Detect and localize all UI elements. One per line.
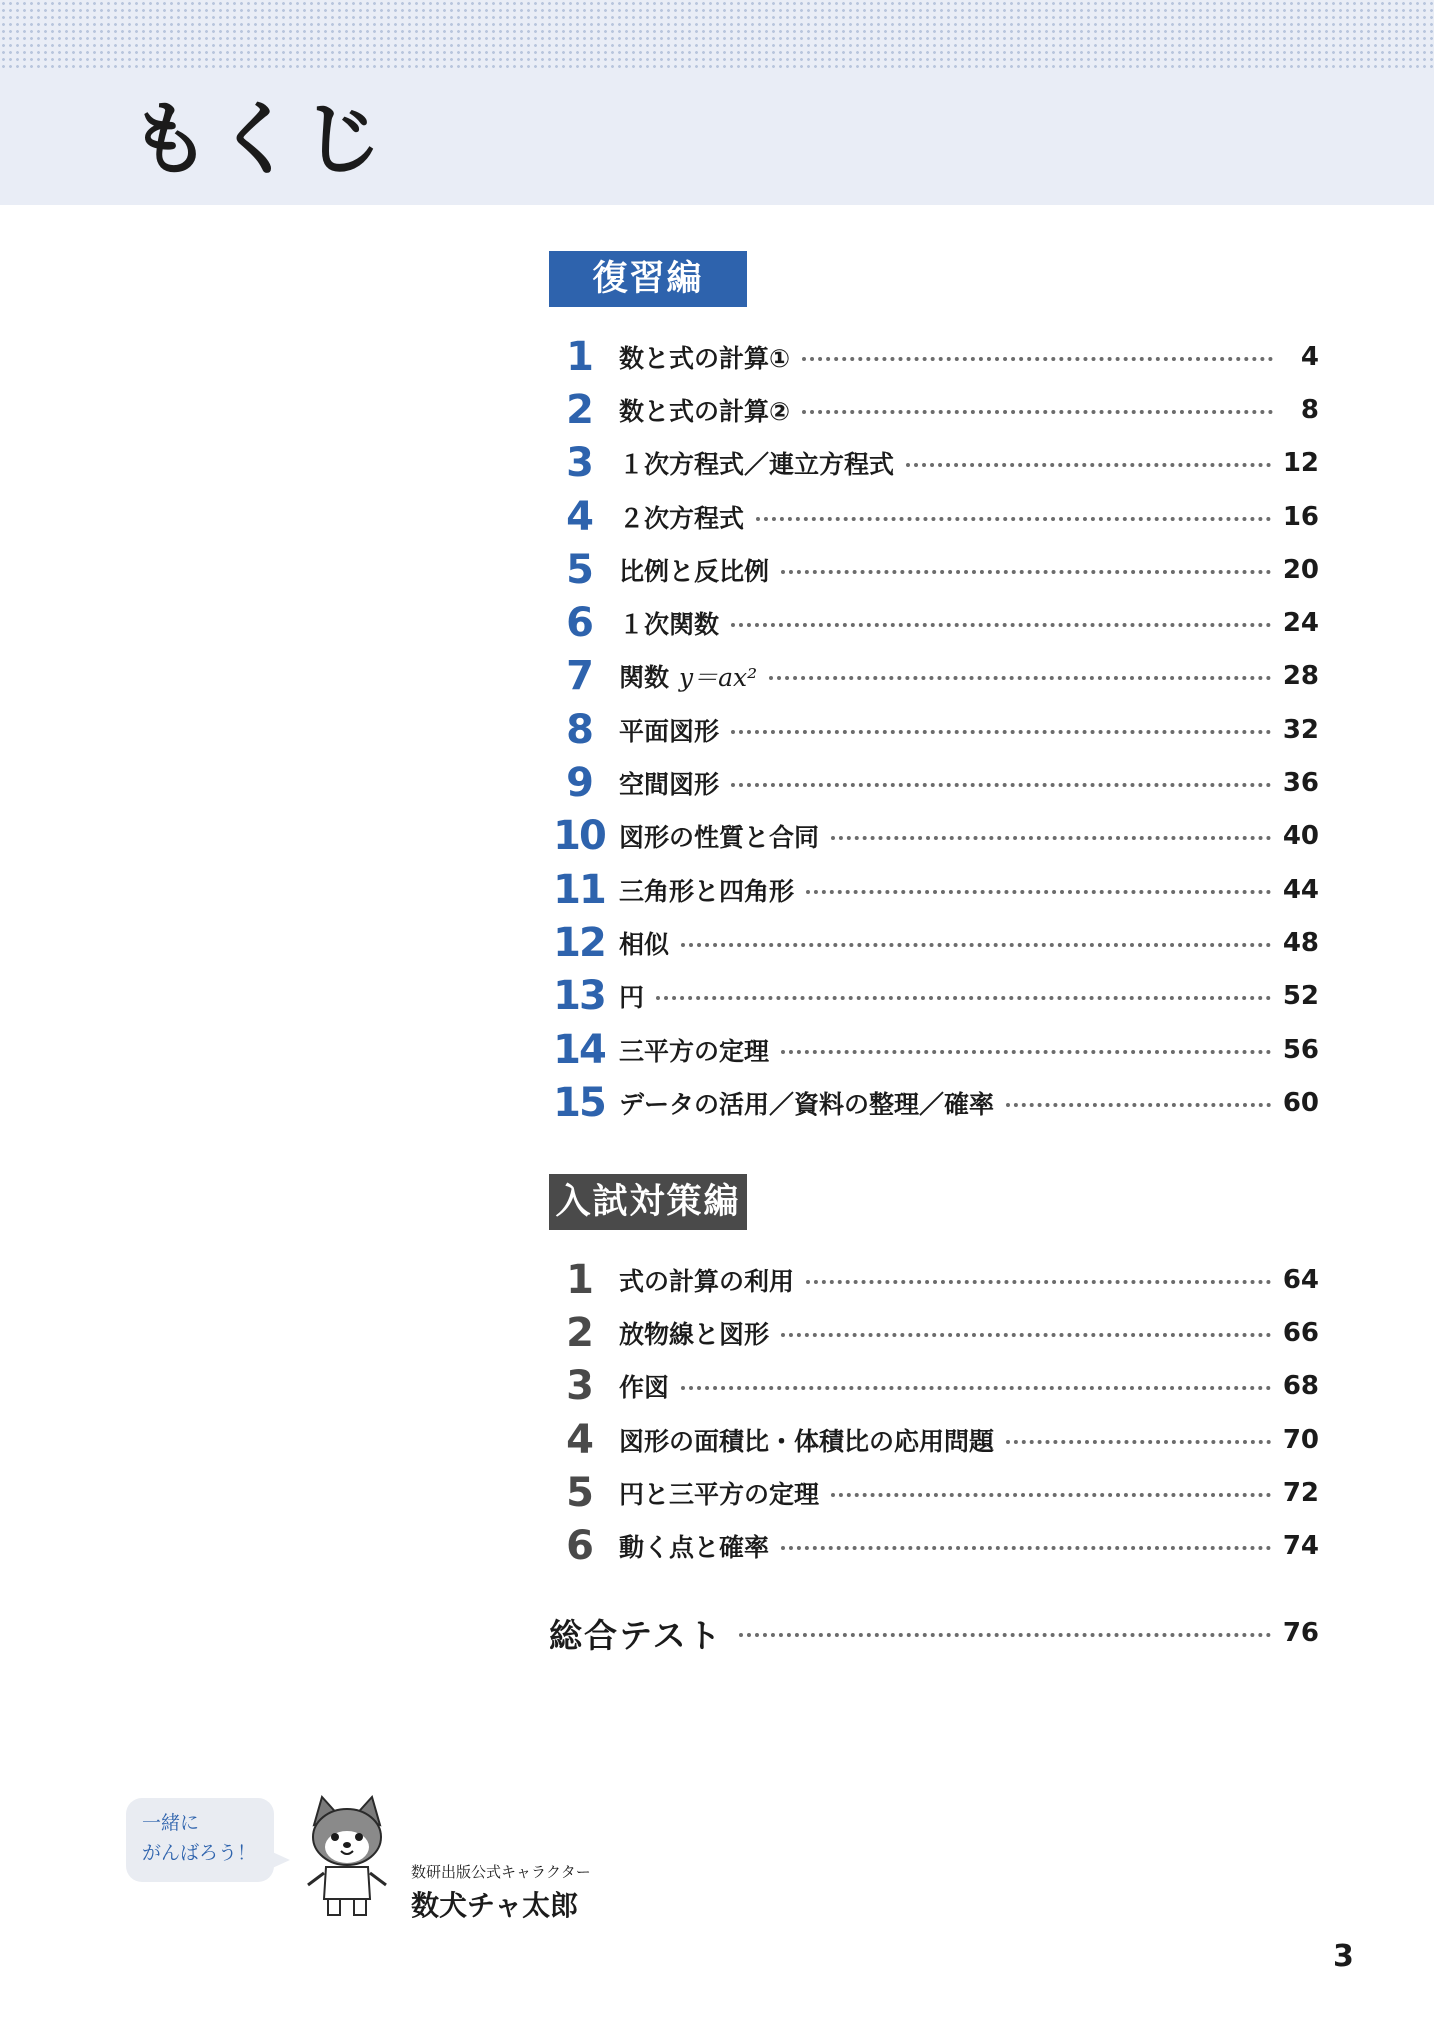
toc-item[interactable] <box>549 1360 1319 1413</box>
toc-item-number: 12 <box>553 919 605 966</box>
toc-item-title-text: 式の計算の利用 <box>619 1266 795 1296</box>
toc-item-title <box>619 605 719 641</box>
dot-leader <box>831 1493 1271 1497</box>
dot-leader <box>781 570 1271 574</box>
toc-item-page: 72 <box>1282 1477 1319 1508</box>
toc-item-number: 3 <box>566 440 592 487</box>
toc-item-number: 1 <box>566 333 592 380</box>
toc-item-number: 6 <box>566 1523 592 1570</box>
toc-item-page: 52 <box>1282 981 1319 1012</box>
toc-item-number: 9 <box>566 760 592 807</box>
toc-item-number: 6 <box>566 600 592 647</box>
character-caption: 数研出版公式キャラクター <box>411 1863 591 1881</box>
toc-item-title-text: 空間図形 <box>619 770 720 800</box>
toc-item-page: 60 <box>1282 1087 1319 1118</box>
dot-leader <box>739 1633 1271 1637</box>
toc-item-title-text: 円と三平方の定理 <box>619 1479 820 1509</box>
dog-mascot-icon <box>302 1795 392 1920</box>
toc-item[interactable] <box>549 543 1319 596</box>
toc-item-title-text: 数と式の計算② <box>619 396 791 426</box>
toc-item-page: 12 <box>1282 448 1319 479</box>
dot-leader <box>802 410 1273 414</box>
toc-item-title <box>619 499 744 535</box>
toc-item-page: 4 <box>1300 341 1319 372</box>
dot-leader <box>781 1333 1271 1337</box>
toc-item-number: 2 <box>566 1309 592 1356</box>
section-label-exam: 入試対策編 <box>549 1174 747 1230</box>
toc-item-page: 36 <box>1282 768 1319 799</box>
toc-item-number: 10 <box>553 813 605 860</box>
speech-bubble-tail <box>268 1850 290 1870</box>
toc-item-title <box>619 712 719 748</box>
toc-item-title-text: 関数 <box>619 663 670 693</box>
toc-item-title <box>619 1422 994 1458</box>
toc-item-title <box>619 445 894 481</box>
toc-item[interactable] <box>549 756 1319 809</box>
dot-leader <box>1006 1440 1271 1444</box>
toc-item-title-text: 数と式の計算① <box>619 343 791 373</box>
toc-item[interactable] <box>549 1076 1319 1129</box>
page-title: もくじ <box>130 93 388 186</box>
toc-item-title-text: 三平方の定理 <box>619 1036 770 1066</box>
toc-item-number: 13 <box>553 973 605 1020</box>
toc-item-title-text: 円 <box>619 983 645 1013</box>
toc-item-title <box>619 1032 769 1068</box>
toc-item-number: 11 <box>553 866 605 913</box>
dot-leader <box>656 996 1271 1000</box>
toc-item-title-text: １次関数 <box>619 610 720 640</box>
toc-item-page: 74 <box>1282 1531 1319 1562</box>
toc-item[interactable] <box>549 1466 1319 1519</box>
toc-item-page: 32 <box>1282 714 1319 745</box>
speech-line-2: がんばろう！ <box>142 1842 257 1864</box>
toc-item[interactable] <box>549 490 1319 543</box>
toc-item-title <box>619 765 719 801</box>
toc-item-title <box>619 392 790 428</box>
toc-item-page: 40 <box>1282 821 1319 852</box>
toc-item-page: 24 <box>1282 608 1319 639</box>
toc-item-title-text: １次方程式／連立方程式 <box>619 450 895 480</box>
toc-item[interactable] <box>549 650 1319 703</box>
dot-leader <box>806 890 1271 894</box>
toc-item[interactable] <box>549 1306 1319 1359</box>
toc-item-title-text: 図形の性質と合同 <box>619 823 820 853</box>
toc-item-page: 8 <box>1300 394 1319 425</box>
toc-item-title-text: 三角形と四角形 <box>619 876 795 906</box>
toc-item-page: 48 <box>1282 927 1319 958</box>
dot-leader <box>906 463 1271 467</box>
toc-item-page: 70 <box>1282 1424 1319 1455</box>
toc-item-title <box>619 552 769 588</box>
dot-leader <box>802 357 1273 361</box>
toc-item-page: 56 <box>1282 1034 1319 1065</box>
page-number: 3 <box>1333 1939 1354 1974</box>
toc-item-title <box>619 1262 794 1298</box>
toc-item[interactable] <box>549 1413 1319 1466</box>
toc-item-number: 15 <box>553 1079 605 1126</box>
toc-item[interactable] <box>549 437 1319 490</box>
dot-leader <box>731 730 1271 734</box>
toc-item-final-test[interactable] <box>549 1605 1319 1661</box>
dot-leader <box>681 1386 1271 1390</box>
toc-item-number: 4 <box>566 493 592 540</box>
character-name: 数犬チャ太郎 <box>411 1889 579 1922</box>
toc-item-title-text: 放物線と図形 <box>619 1319 770 1349</box>
dot-leader <box>781 1546 1271 1550</box>
toc-item-number: 5 <box>566 546 592 593</box>
toc-item[interactable] <box>549 970 1319 1023</box>
toc-item[interactable] <box>549 916 1319 969</box>
dot-leader <box>831 836 1271 840</box>
dot-leader <box>769 676 1271 680</box>
toc-item-page: 68 <box>1282 1371 1319 1402</box>
toc-item-number: 3 <box>566 1363 592 1410</box>
toc-item-number: 1 <box>566 1256 592 1303</box>
toc-item[interactable] <box>549 810 1319 863</box>
dot-leader <box>681 943 1271 947</box>
toc-item-title <box>619 1315 769 1351</box>
toc-item[interactable] <box>549 1023 1319 1076</box>
toc-item-formula: y＝ax² <box>679 663 758 693</box>
toc-item-title-text: 平面図形 <box>619 716 720 746</box>
dot-leader <box>731 783 1271 787</box>
dot-leader <box>756 517 1271 521</box>
toc-item-number: 14 <box>553 1026 605 1073</box>
toc-item-page: 44 <box>1282 874 1319 905</box>
toc-item-title <box>619 872 794 908</box>
toc-item-title <box>619 1528 769 1564</box>
toc-item[interactable] <box>549 1519 1319 1572</box>
dot-leader <box>781 1050 1271 1054</box>
toc-item-page: 20 <box>1282 554 1319 585</box>
toc-item-title <box>619 658 757 694</box>
toc-item-title-text: データの活用／資料の整理／確率 <box>619 1089 995 1119</box>
dot-leader <box>806 1280 1271 1284</box>
toc-item-number: 7 <box>566 653 592 700</box>
toc-item-title-text: 動く点と確率 <box>619 1533 770 1563</box>
toc-item-number: 8 <box>566 706 592 753</box>
toc-item-title <box>619 818 819 854</box>
toc-item[interactable] <box>549 383 1319 436</box>
toc-item-title-text: 相似 <box>619 929 670 959</box>
toc-list-exam <box>549 1253 1319 1573</box>
final-test-label: 総合テスト <box>549 1615 723 1655</box>
toc-item-number: 5 <box>566 1469 592 1516</box>
toc-item-title-text: 図形の面積比・体積比の応用問題 <box>619 1426 995 1456</box>
toc-item[interactable] <box>549 330 1319 383</box>
toc-item-page: 64 <box>1282 1264 1319 1295</box>
toc-item-number: 4 <box>566 1416 592 1463</box>
toc-item-title-text: 比例と反比例 <box>619 556 770 586</box>
speech-line-1: 一緒に <box>142 1812 200 1834</box>
toc-item-page: 66 <box>1282 1317 1319 1348</box>
header-dot-pattern <box>0 0 1434 72</box>
toc-item-title-text: 作図 <box>619 1373 670 1403</box>
toc-item[interactable] <box>549 596 1319 649</box>
toc-item-page: 28 <box>1282 661 1319 692</box>
toc-item[interactable] <box>549 1253 1319 1306</box>
toc-item-title <box>619 925 669 961</box>
toc-item-title <box>619 978 644 1014</box>
toc-item-page: 16 <box>1282 501 1319 532</box>
toc-item-title <box>619 339 790 375</box>
dot-leader <box>731 623 1271 627</box>
toc-item-title <box>619 1368 669 1404</box>
toc-list-review <box>549 330 1319 1129</box>
section-label-review: 復習編 <box>549 251 747 307</box>
speech-bubble <box>126 1798 274 1882</box>
toc-item-title <box>619 1085 994 1121</box>
dot-leader <box>1006 1103 1271 1107</box>
toc-item-title-text: ２次方程式 <box>619 503 745 533</box>
toc-item-number: 2 <box>566 386 592 433</box>
toc-item[interactable] <box>549 863 1319 916</box>
final-test-page: 76 <box>1282 1618 1319 1648</box>
toc-item-title <box>619 1475 819 1511</box>
toc-item[interactable] <box>549 703 1319 756</box>
